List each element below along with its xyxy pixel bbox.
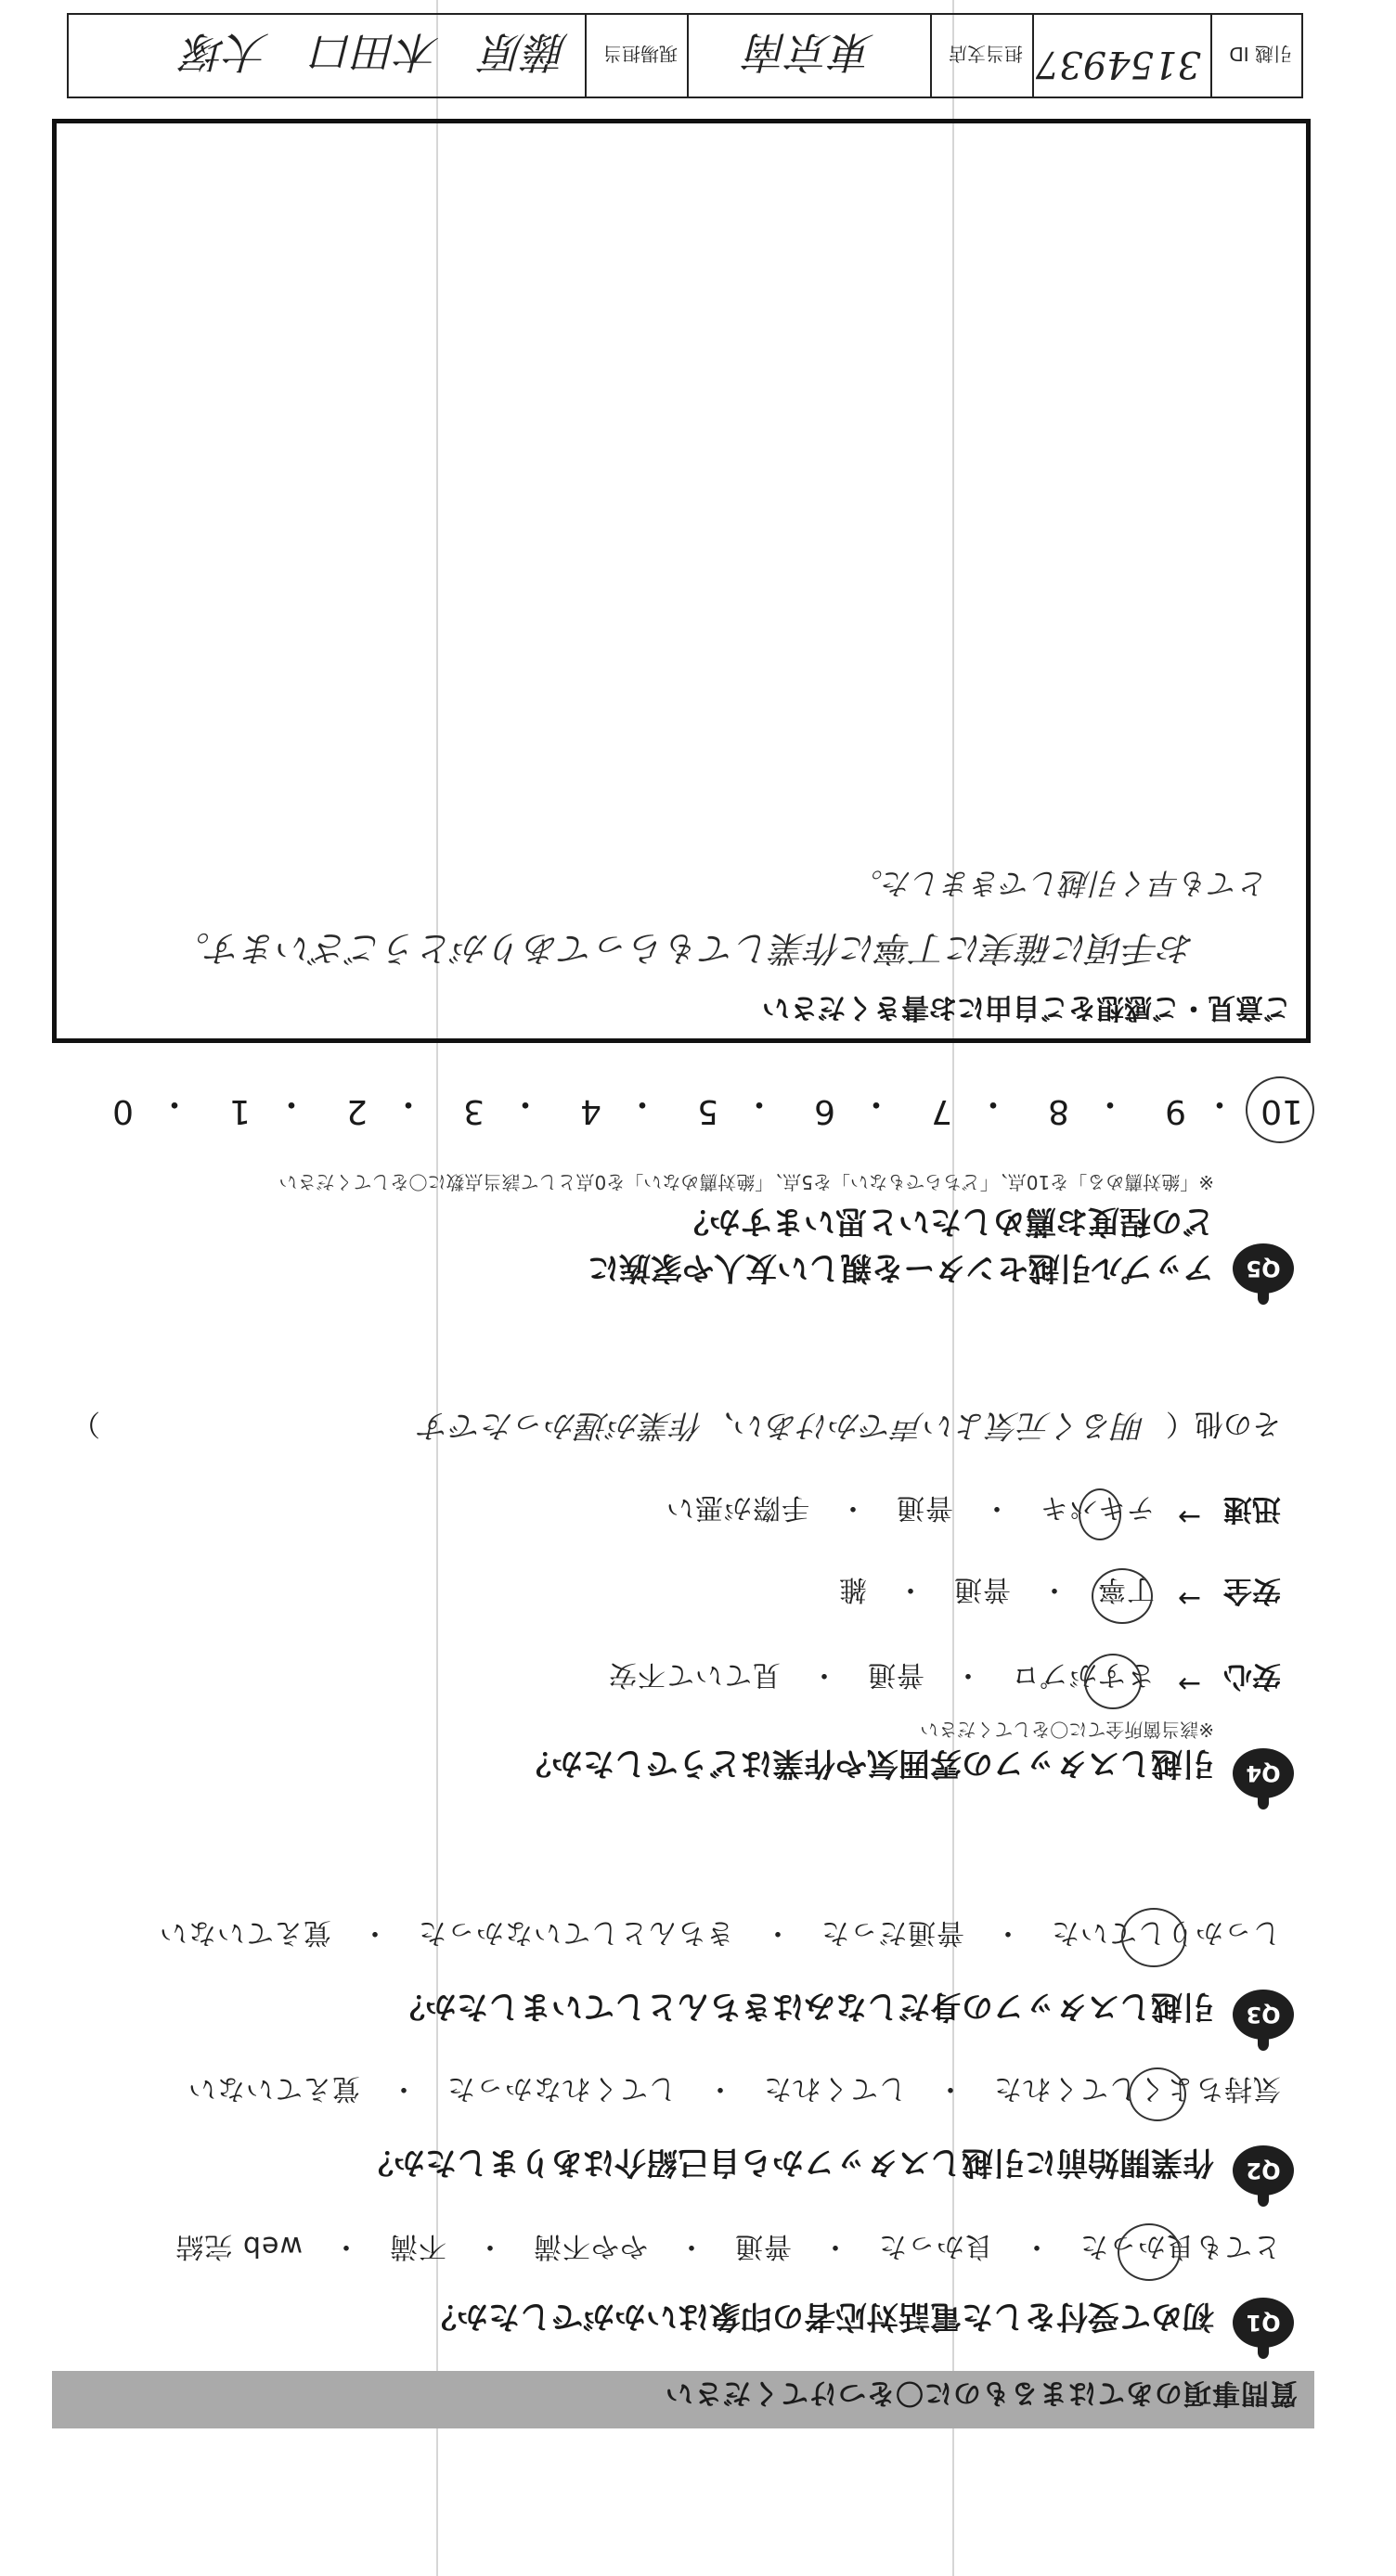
instruction-text: 質問事項のあてはまるものに〇をつけてください — [665, 2376, 1298, 2409]
score-separator: ・ — [625, 1085, 659, 1123]
q4-row-label-jinsoku: 迅速 — [1223, 1492, 1281, 1526]
score-separator: ・ — [508, 1085, 542, 1123]
q4-row-arrow-jinsoku: → — [1177, 1501, 1201, 1533]
q4-other-close: ） — [71, 1407, 100, 1440]
q5-icon: Q5 — [1233, 1243, 1294, 1294]
instruction-header — [52, 2371, 1314, 2428]
score-4: 4 — [580, 1092, 601, 1130]
q2-choices: 気持ちよくしてくれた ・ してくれた ・ してくれなかった ・ 覚えていない — [187, 2072, 1281, 2105]
score-separator: ・ — [391, 1085, 425, 1123]
q5-selection-circle — [1246, 1076, 1314, 1143]
q2-question: 作業開始前に引越しスタッフから自己紹介はありましたか？ — [362, 2144, 1214, 2181]
branch-value-cell — [687, 15, 930, 97]
q5-question-line1: アップル引越センターを親しい友人や家族に — [588, 1249, 1214, 1286]
comment-box — [52, 119, 1311, 1043]
meta-info-table — [67, 13, 1303, 98]
q5-note: ※「絶対薦める」を10点、「どちらでもない」を5点、「絶対薦めない」を0点として該当点数に〇をしてください — [278, 1171, 1214, 1193]
score-separator: ・ — [1202, 1085, 1236, 1123]
score-separator: ・ — [976, 1085, 1010, 1123]
q4-note: ※該当箇所全てに〇をしてください — [920, 1719, 1214, 1741]
q3-icon: Q3 — [1233, 1990, 1294, 2040]
score-5: 5 — [697, 1092, 718, 1130]
staff-value: 藤原 木田口 大塚 — [184, 27, 568, 77]
q4-other-label: その他（ — [1166, 1407, 1281, 1440]
q4-row-choices-jinsoku: テキパキ ・ 普通 ・ 手際が悪い — [666, 1491, 1155, 1524]
q2-selection-circle — [1129, 2067, 1186, 2121]
q4-other-handwritten: 明るく元気よい声でかけあい、作業が遅かったです — [420, 1407, 1145, 1444]
id-label: 引越 ID — [1229, 43, 1292, 65]
q4-row-choices-anshin: さすがプロ ・ 普通 ・ 見ていて不安 — [608, 1658, 1155, 1691]
score-6: 6 — [814, 1092, 835, 1130]
score-1: 1 — [229, 1092, 251, 1130]
branch-label-cell — [930, 15, 1032, 97]
staff-label: 現場担当 — [603, 43, 678, 65]
id-value: 3154937 — [1035, 43, 1201, 85]
q5-question-line2: どの程度お薦めしたいと思いますか？ — [678, 1203, 1214, 1240]
q1-choices: とても良かった ・ 良かった ・ 普通 ・ やや不満 ・ 不満 ・ web 完結 — [174, 2230, 1281, 2262]
q4-anshin-selection-circle — [1084, 1654, 1142, 1709]
q3-question: 引越しスタッフの身だしなみはきちんとしていましたか？ — [394, 1988, 1214, 2025]
score-9: 9 — [1165, 1092, 1186, 1130]
staff-label-cell — [585, 15, 687, 97]
q4-jinsoku-selection-circle — [1079, 1488, 1121, 1540]
comment-handwritten-line2: とても早く引越しできました。 — [852, 866, 1269, 901]
branch-label: 担当支店 — [949, 43, 1023, 65]
q4-anzen-selection-circle — [1092, 1568, 1153, 1624]
q1-question: 初めて受付をした電話対応者の印象はいかがでしたか？ — [425, 2298, 1214, 2335]
q4-icon: Q4 — [1233, 1748, 1294, 1798]
score-7: 7 — [931, 1092, 952, 1130]
staff-value-cell — [69, 15, 585, 97]
score-0: 0 — [112, 1092, 134, 1130]
comment-handwritten-line1: お手頃に確実に丁寧に作業してもらってありがとうございます。 — [174, 928, 1195, 969]
branch-value: 東京南 — [746, 27, 874, 77]
q5-score-scale — [69, 1075, 1303, 1130]
score-separator: ・ — [157, 1085, 191, 1123]
score-8: 8 — [1048, 1092, 1069, 1130]
q4-row-arrow-anzen: → — [1177, 1582, 1201, 1615]
score-separator: ・ — [1092, 1085, 1127, 1123]
score-3: 3 — [463, 1092, 485, 1130]
score-separator: ・ — [742, 1085, 776, 1123]
q3-selection-circle — [1121, 1908, 1186, 1967]
score-2: 2 — [346, 1092, 368, 1130]
id-label-cell — [1210, 15, 1301, 97]
score-10: 10 — [1260, 1092, 1303, 1130]
id-value-cell — [1032, 15, 1210, 97]
q1-selection-circle — [1118, 2223, 1181, 2281]
q4-row-label-anzen: 安全 — [1223, 1574, 1281, 1607]
comment-title: ご意見・ご感想をご自由にお書きください — [762, 991, 1291, 1024]
q4-row-arrow-anshin: → — [1177, 1668, 1201, 1700]
q4-row-choices-anzen: 丁寧 ・ 普通 ・ 雑 — [838, 1573, 1155, 1605]
q4-row-label-anshin: 安心 — [1223, 1659, 1281, 1693]
q4-question: 引越しスタッフの雰囲気や作業はどうでしたか？ — [520, 1745, 1214, 1782]
q1-icon: Q1 — [1233, 2298, 1294, 2348]
score-separator: ・ — [274, 1085, 308, 1123]
q2-icon: Q2 — [1233, 2145, 1294, 2196]
q3-choices: しっかりしていた ・ 普通だった ・ きちんとしていなかった ・ 覚えていない — [159, 1916, 1281, 1949]
score-separator: ・ — [859, 1085, 893, 1123]
